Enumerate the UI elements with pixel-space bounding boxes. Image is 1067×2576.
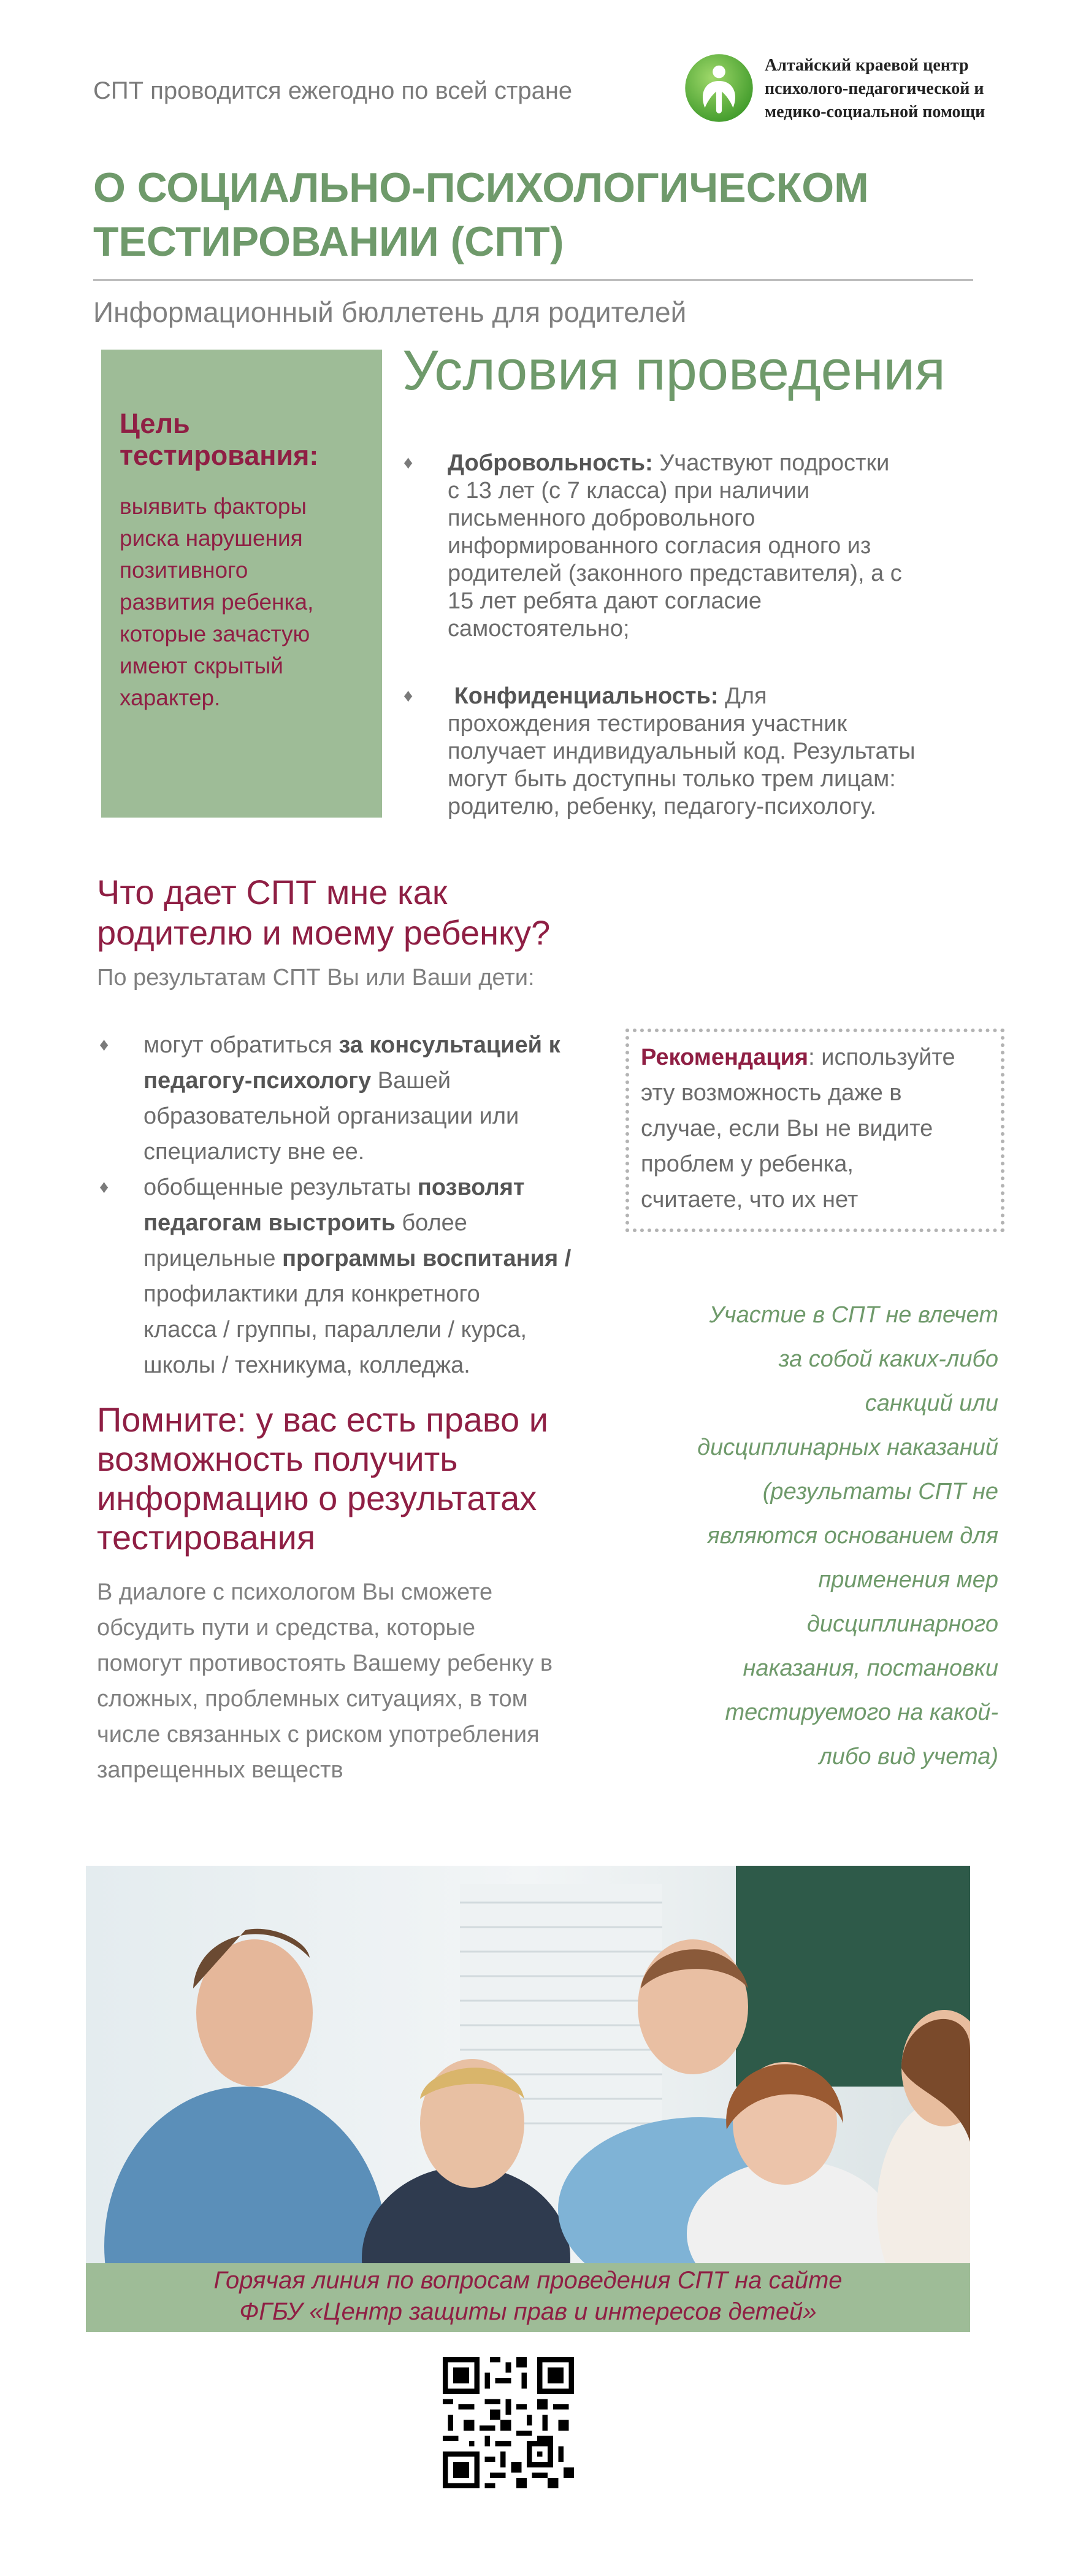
note-line: санкций или (865, 1390, 998, 1416)
goal-title (120, 408, 365, 472)
benefit-text: могут обратиться (143, 1032, 339, 1058)
condition-label: Конфиденциальность: (454, 683, 719, 709)
diamond-bullet-icon: ♦ (99, 1035, 109, 1055)
rights-text-line: сложных, проблемных ситуациях, в том (97, 1686, 528, 1712)
hotline-line: Горячая линия по вопросам проведения СПТ на сайте (213, 2267, 843, 2294)
condition-line: родителю, ребенку, педагогу-психологу. (448, 794, 877, 819)
note-line: либо вид учета) (819, 1744, 998, 1769)
benefit-item-programs (143, 1170, 622, 1383)
condition-line: самостоятельно; (448, 616, 630, 642)
goal-text-line: характер. (120, 685, 221, 710)
rights-text-line: обсудить пути и средства, которые (97, 1615, 475, 1641)
sanctions-note (650, 1293, 998, 1779)
condition-first-line: Для (725, 683, 767, 709)
goal-text-line: риска нарушения (120, 526, 303, 551)
benefit-bold: за консультацией к (338, 1032, 560, 1058)
rights-title-line: информацию о результатах (97, 1479, 537, 1517)
goal-text-line: имеют скрытый (120, 653, 283, 678)
condition-line: письменного добровольного (448, 505, 755, 531)
header-tagline: СПТ проводится ежегодно по всей стране (93, 77, 573, 104)
goal-title-line: тестирования: (120, 440, 319, 471)
note-line: за собой каких-либо (778, 1346, 998, 1372)
bulletin-subtitle: Информационный бюллетень для родителей (93, 296, 687, 328)
benefits-lead: По результатам СПТ Вы или Ваши дети: (97, 965, 535, 991)
recommendation-line: случае, если Вы не видите (641, 1116, 933, 1141)
note-line: (результаты СПТ не (762, 1479, 998, 1505)
rights-text-line: помогут противостоять Вашему ребенку в (97, 1650, 553, 1676)
rights-text-line: запрещенных веществ (97, 1757, 343, 1783)
benefit-text: прицельные (143, 1246, 283, 1271)
teenagers-group-photo-icon (86, 1866, 970, 2263)
goal-text-line: выявить факторы (120, 494, 307, 519)
recommendation-line: проблем у ребенка, (641, 1151, 854, 1177)
benefit-bold: программы воспитания / (282, 1246, 572, 1271)
condition-voluntary (448, 450, 980, 643)
benefit-text: Вашей (371, 1068, 451, 1094)
condition-line: прохождения тестирования участник (448, 711, 847, 737)
benefits-title-line: родителю и моему ребенку? (97, 913, 551, 952)
condition-line: информированного согласия одного из (448, 533, 871, 559)
condition-first-line: Участвуют подростки (659, 450, 890, 476)
recommendation-line: считаете, что их нет (641, 1187, 859, 1213)
condition-label: Добровольность: (448, 450, 653, 476)
benefit-item-consultation (143, 1027, 622, 1170)
org-line: Алтайский краевой центр (765, 56, 969, 75)
main-title-line: ТЕСТИРОВАНИИ (СПТ) (93, 218, 564, 265)
hotline-line: ФГБУ «Центр защиты прав и интересов детей» (239, 2298, 817, 2325)
rights-text-line: В диалоге с психологом Вы сможете (97, 1579, 493, 1605)
benefit-bold: педагогу-психологу (143, 1068, 372, 1094)
benefits-title (97, 872, 649, 953)
goal-text-line: развития ребенка, (120, 589, 314, 615)
note-line: дисциплинарных наказаний (697, 1435, 998, 1460)
goal-text-line: которые зачастую (120, 621, 310, 646)
goal-text (120, 491, 365, 714)
main-title-line: О СОЦИАЛЬНО-ПСИХОЛОГИЧЕСКОМ (93, 164, 869, 211)
benefit-text: класса / группы, параллели / курса, (143, 1317, 527, 1343)
rights-title-line: возможность получить (97, 1439, 458, 1478)
rights-title-line: Помните: у вас есть право и (97, 1400, 549, 1439)
title-divider (93, 279, 973, 281)
condition-line: родителей (законного представителя), а с (448, 561, 902, 586)
condition-confidential (448, 683, 980, 821)
conditions-title: Условия проведения (402, 339, 946, 402)
organization-name (765, 54, 1053, 124)
hotline-text[interactable] (86, 2265, 970, 2328)
benefit-bold: педагогам выстроить (143, 1210, 396, 1236)
recommendation-line: эту возможность даже в (641, 1080, 902, 1106)
note-line: применения мер (818, 1567, 998, 1593)
note-line: дисциплинарного (806, 1611, 998, 1637)
rights-title (97, 1400, 649, 1557)
rights-text-line: числе связанных с риском употребления (97, 1722, 540, 1747)
qr-code-icon[interactable] (443, 2357, 574, 2488)
benefit-text: специалисту вне ее. (143, 1139, 365, 1165)
main-title (93, 161, 982, 269)
recommendation-label: Рекомендация (641, 1045, 809, 1070)
note-line: тестируемого на какой- (725, 1700, 998, 1725)
note-line: являются основанием для (707, 1523, 998, 1549)
org-line: психолого-педагогической и (765, 79, 984, 98)
benefit-text: профилактики для конкретного (143, 1281, 480, 1307)
note-line: Участие в СПТ не влечет (709, 1302, 998, 1328)
diamond-bullet-icon: ♦ (403, 453, 413, 473)
condition-line: получает индивидуальный код. Результаты (448, 738, 916, 764)
goal-title-line: Цель (120, 408, 190, 439)
benefit-text: обобщенные результаты (143, 1175, 418, 1200)
recommendation-first-line: : используйте (808, 1045, 955, 1070)
diamond-bullet-icon: ♦ (403, 686, 413, 706)
condition-line: с 13 лет (с 7 класса) при наличии (448, 478, 810, 504)
recommendation-text (641, 1040, 996, 1217)
benefit-text: школы / техникума, колледжа. (143, 1352, 470, 1378)
benefits-title-line: Что дает СПТ мне как (97, 873, 448, 911)
diamond-bullet-icon: ♦ (99, 1177, 109, 1197)
rights-text (97, 1574, 618, 1788)
rights-title-line: тестирования (97, 1518, 316, 1557)
note-line: наказания, постановки (743, 1655, 998, 1681)
condition-line: 15 лет ребята дают согласие (448, 588, 762, 614)
benefit-text: образовательной организации или (143, 1103, 519, 1129)
benefit-text: более (395, 1210, 467, 1236)
condition-line: могут быть доступны только трем лицам: (448, 766, 896, 792)
benefit-bold: позволят (417, 1175, 525, 1200)
leaf-person-logo-icon (684, 53, 754, 123)
goal-text-line: позитивного (120, 558, 248, 583)
org-line: медико-социальной помощи (765, 102, 985, 121)
